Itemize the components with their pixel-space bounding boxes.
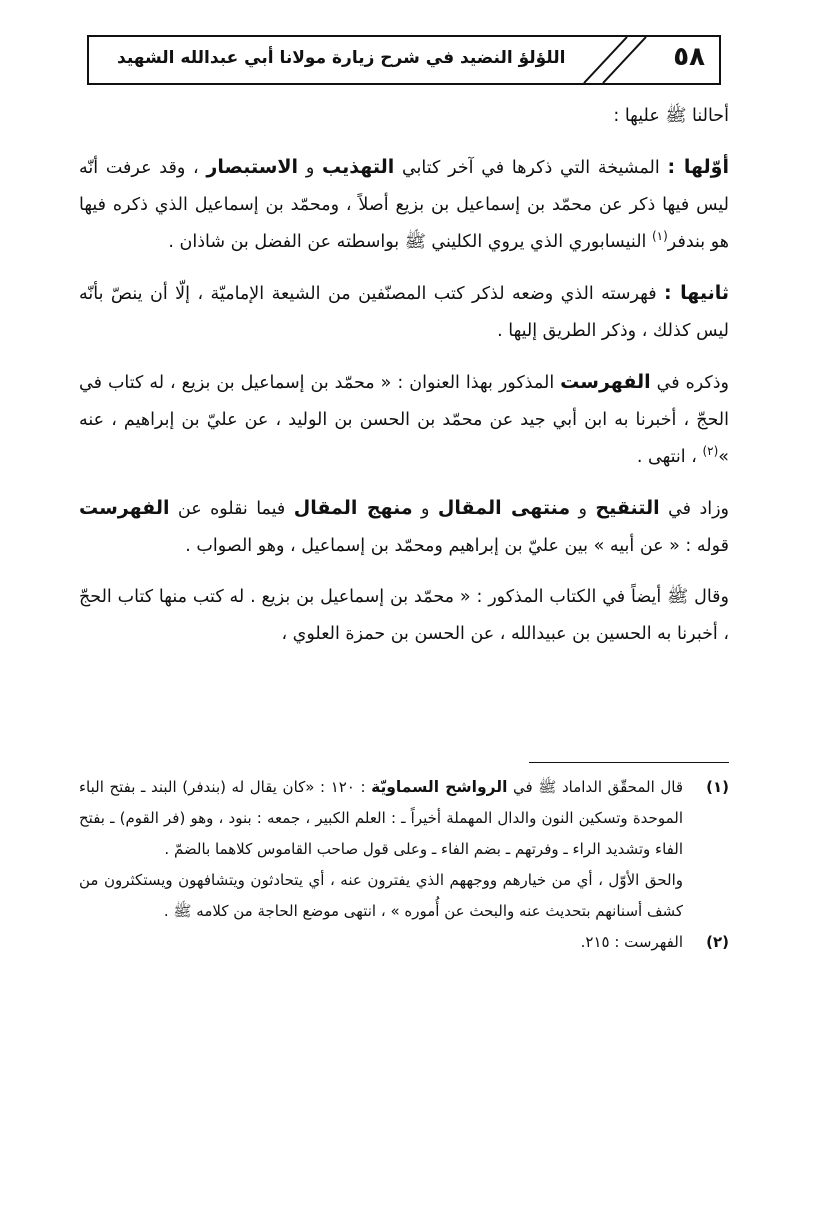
footnote-ref-2[interactable]: (٢) (702, 444, 719, 459)
footnote-number: (١) (706, 778, 729, 796)
footnote-1-continuation: والحق الأوّل ، أي من خيارهم ووجههم الذي يفترون عنه ، أي يتحادثون ويتشافهون ويستكثرون من كشف أسنانهم بتحديث عنه والبحث عن أُموره » ، انتهى موضع الحاجة من كلامه ﷺ . (79, 871, 683, 920)
footnote-2 (79, 927, 729, 958)
lead-second: ثانيها : (664, 282, 729, 304)
intro-line: أحالنا ﷺ عليها : (613, 106, 729, 126)
paragraph-third (79, 364, 729, 476)
text-segment: و (298, 158, 323, 178)
footnote-text (79, 772, 683, 865)
lead-first: أوّلها : (667, 156, 729, 178)
book-name-rawashih: الرواشح السماويّة (371, 778, 508, 796)
text-segment: و (570, 499, 596, 519)
footnote-ref-1[interactable]: (١) (651, 229, 668, 244)
book-title: اللؤلؤ النضيد في شرح زيارة مولانا أبي عبدالله الشهيد (117, 48, 566, 68)
text-segment: قوله : « عن أبيه » بين عليّ بن إبراهيم ومحمّد بن إسماعيل ، وهو الصواب . (185, 536, 729, 556)
book-name-tahdhib: التهذيب (322, 156, 395, 178)
text-segment: قال المحقّق الداماد ﷺ في (507, 778, 683, 796)
text-segment: وزاد في (659, 499, 730, 519)
book-name-fihrist: الفهرست (560, 371, 651, 393)
main-text (79, 98, 729, 667)
text-segment: و (412, 499, 438, 519)
page-header (87, 35, 721, 85)
paragraph-fourth (79, 490, 729, 565)
text-segment: المذكور بهذا العنوان : « محمّد بن إسماعيل بن بزيع ، له كتاب في الحجّ ، أخبرنا به ابن أبي جيد عن محمّد بن الحسن بن الوليد ، عن عليّ بن إبراهيم ، عنه » (79, 373, 729, 467)
text-segment: وذكره في (650, 373, 729, 393)
text-segment: ، وقد عرفت أنّه ليس فيها ذكر عن محمّد بن إسماعيل بن بزيع أصلاً ، ومحمّد بن إسماعيل الذي ذكره فيها هو بندفر (79, 158, 729, 252)
footnote-number: (٢) (706, 933, 729, 951)
book-name-fihrist: الفهرست (79, 497, 170, 519)
text-segment: ، انتهى . (636, 447, 703, 467)
footnote-text: الفهرست : ٢١٥. (580, 933, 683, 951)
footnotes (79, 772, 729, 958)
paragraph-fifth: وقال ﷺ أيضاً في الكتاب المذكور : « محمّد بن إسماعيل بن بزيع . له كتب منها كتاب الحجّ ، أخبرنا به الحسين بن عبيدالله ، عن الحسن بن حمزة العلوي ، (79, 587, 729, 644)
book-name-minhaj: منهج المقال (293, 497, 413, 519)
footnote-1 (79, 772, 729, 865)
book-name-istibsar: الاستبصار (206, 156, 299, 178)
book-name-tanqih: التنقيح (595, 497, 660, 519)
text-segment: فيما نقلوه عن (169, 499, 294, 519)
paragraph-first (79, 149, 729, 261)
text-segment: : ١٢٠ : «كان يقال له (بندفر) البند ـ بفتح الباء الموحدة وتسكين النون والدال المهملة أخيراً ـ : العلم الكبير ، جمعه : بنود ، وهو (فر القوم) ـ بفتح الفاء وتشديد الراء ـ وفرتهم ـ بضم الفاء ـ وعلى قول صاحب القاموس كلاهما بالضمّ . (79, 778, 683, 858)
book-name-muntaha: منتهى المقال (437, 497, 571, 519)
footnote-separator (529, 762, 729, 763)
paragraph-second (79, 275, 729, 350)
page-number: ٥٨ (673, 42, 705, 72)
text-segment: النيسابوري الذي يروي الكليني ﷺ بواسطته عن الفضل بن شاذان . (168, 232, 652, 252)
text-segment: المشيخة التي ذكرها في آخر كتابي (394, 158, 668, 178)
text-segment: فهرسته الذي وضعه لذكر كتب المصنّفين من الشيعة الإماميّة ، إلّا أن ينصّ بأنّه ليس كذلك ، وذكر الطريق إليها . (79, 284, 729, 341)
